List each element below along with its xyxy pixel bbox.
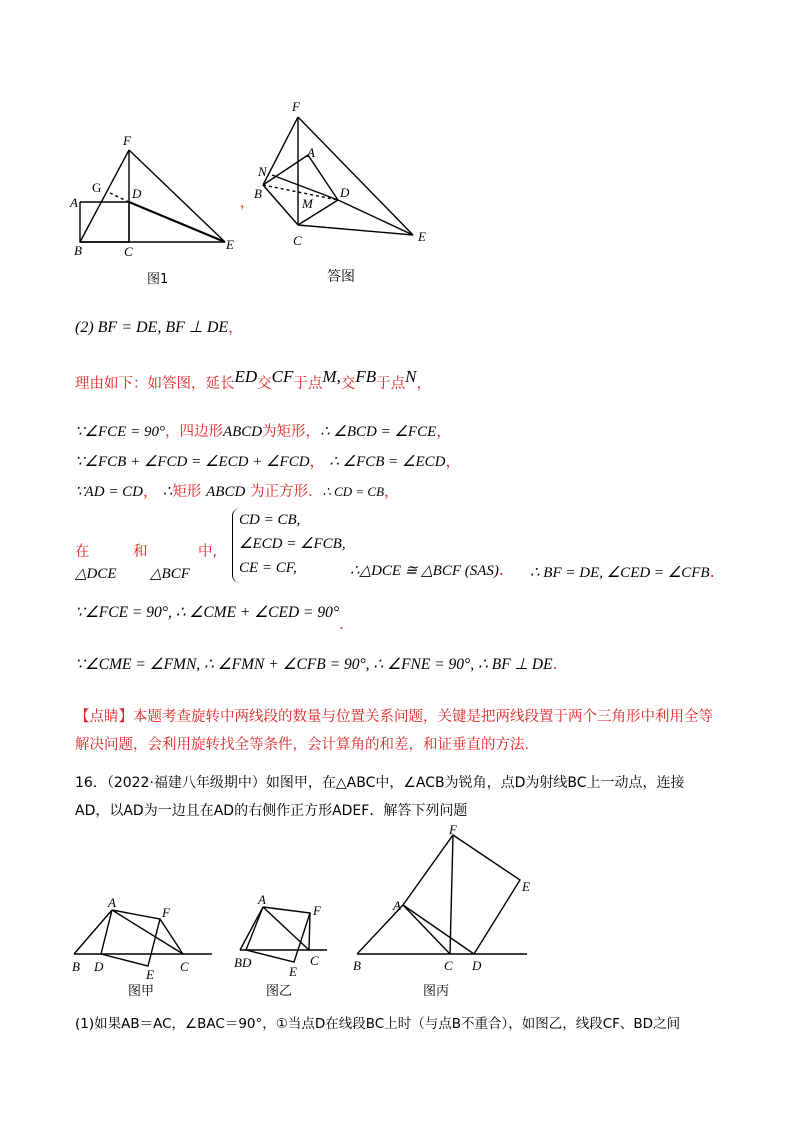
solution-line-1: ∵∠FCE = 90°，四边形ABCD为矩形，∴ ∠BCD = ∠FCE， bbox=[75, 422, 452, 440]
system-line-3: CE = CF, bbox=[239, 560, 297, 576]
figure-separator: ， bbox=[240, 195, 254, 211]
congruence-result: ∴ BF = DE, ∠CED = ∠CFB. bbox=[530, 562, 715, 581]
bing-label-A: A bbox=[393, 898, 401, 913]
answer-figure-caption: 答图 bbox=[327, 269, 355, 285]
bing-label-D: D bbox=[472, 958, 482, 973]
figure-yi-caption: 图乙 bbox=[266, 984, 293, 999]
figure-yi bbox=[232, 893, 342, 983]
ans-label-E: E bbox=[418, 229, 426, 244]
ans-label-N: N bbox=[258, 164, 267, 179]
question-1: (1)如果AB＝AC，∠BAC＝90°，①当点D在线段BC上时（与点B不重合），如图乙，线段CF、BD之间 bbox=[75, 1016, 681, 1032]
ans-label-M: M bbox=[302, 196, 313, 211]
figure-bing bbox=[345, 820, 565, 980]
he-label: 和 bbox=[133, 544, 148, 560]
part2-claim: (2) BF = DE, BF ⊥ DE， bbox=[75, 318, 244, 336]
figure-jia bbox=[68, 895, 218, 985]
congruence-conclusion: ∴△DCE ≅ △BCF (SAS). bbox=[350, 560, 505, 579]
label-G: G bbox=[92, 180, 102, 195]
ans-label-B: B bbox=[254, 186, 262, 201]
ans-label-C: C bbox=[293, 233, 302, 248]
jia-label-B: B bbox=[72, 959, 80, 974]
jia-label-F: F bbox=[162, 905, 170, 920]
yi-label-E: E bbox=[289, 964, 297, 979]
figure-1-caption: 图1 bbox=[147, 272, 169, 287]
bing-label-E: E bbox=[522, 879, 530, 894]
yi-label-F: F bbox=[313, 903, 321, 918]
zhong-label: 中, bbox=[198, 544, 218, 560]
label-C: C bbox=[124, 244, 133, 259]
zai-label: 在 bbox=[75, 544, 90, 560]
jia-label-D: D bbox=[94, 959, 104, 974]
jia-label-A: A bbox=[108, 895, 116, 910]
ans-label-F: F bbox=[292, 99, 300, 114]
jia-label-C: C bbox=[180, 959, 189, 974]
figure-1 bbox=[60, 125, 250, 290]
yi-label-BD: BD bbox=[234, 955, 252, 970]
jia-label-E: E bbox=[146, 967, 154, 982]
triangle-BCF: △BCF bbox=[150, 566, 190, 582]
bing-label-C: C bbox=[444, 958, 453, 973]
label-A: A bbox=[70, 195, 78, 210]
solution-line-6: ∵∠CME = ∠FMN, ∴ ∠FMN + ∠CFB = 90°, ∴ ∠FNE = 90°, ∴ BF ⊥ DE. bbox=[75, 655, 558, 673]
yi-label-A: A bbox=[258, 893, 266, 907]
problem-16-line-1: 16．（2022·福建八年级期中）如图甲，在△ABC中，∠ACB为锐角，点D为射线BC上一动点，连接 bbox=[75, 775, 685, 791]
problem-16-line-2: AD，以AD为一边且在AD的右侧作正方形ADEF．解答下列问题 bbox=[75, 803, 468, 819]
reason-line: 理由如下：如答图，延长ED交CF于点M,交FB于点N， bbox=[75, 367, 431, 392]
ans-label-A: A bbox=[307, 145, 315, 160]
figure-bing-caption: 图丙 bbox=[423, 984, 450, 999]
solution-line-3: ∵AD = CD， ∴矩形 ABCD 为正方形．∴ CD = CB， bbox=[75, 482, 400, 500]
system-line-2: ∠ECD = ∠FCB, bbox=[239, 536, 346, 552]
label-E: E bbox=[226, 237, 234, 252]
answer-figure bbox=[250, 95, 440, 255]
ans-label-D: D bbox=[340, 185, 350, 200]
label-F: F bbox=[123, 133, 131, 148]
system-line-1: CD = CB, bbox=[239, 512, 301, 528]
solution-line-5: ∵∠FCE = 90°, ∴ ∠CME + ∠CED = 90°. bbox=[75, 604, 344, 633]
comment-paragraph: 【点睛】本题考查旋转中两线段的数量与位置关系问题，关键是把两线段置于两个三角形中利用全等解决问题，会利用旋转找全等条件，会计算角的和差，和证垂直的方法． bbox=[75, 709, 713, 753]
yi-label-C: C bbox=[310, 953, 319, 968]
triangle-DCE: △DCE bbox=[75, 566, 117, 582]
solution-line-2: ∵∠FCB + ∠FCD = ∠ECD + ∠FCD， ∴ ∠FCB = ∠ECD， bbox=[75, 452, 461, 470]
figure-jia-caption: 图甲 bbox=[128, 984, 155, 999]
label-D: D bbox=[132, 186, 142, 201]
label-B: B bbox=[74, 243, 82, 258]
bing-label-B: B bbox=[353, 958, 361, 973]
bing-label-F: F bbox=[449, 822, 457, 837]
